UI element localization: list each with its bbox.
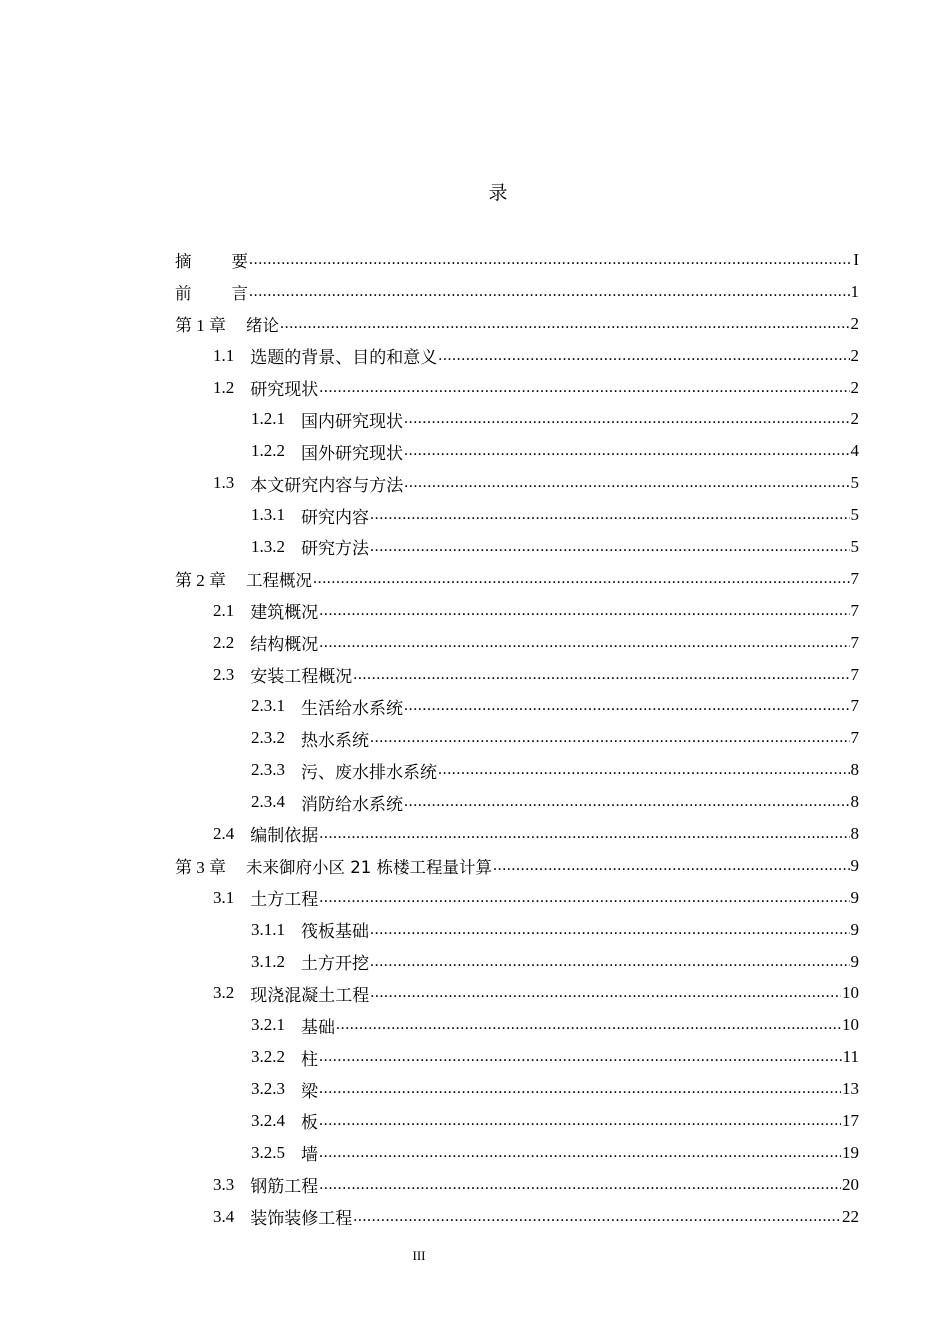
toc-entry[interactable] [175, 914, 859, 946]
toc-entry-page: 8 [850, 760, 859, 780]
toc-entry-page: 7 [850, 632, 859, 652]
toc-entry-number: 3.2.2 [251, 1047, 285, 1067]
toc-entry-title: 编制依据 [250, 826, 319, 846]
toc-entry-page: 5 [850, 505, 859, 525]
toc-dot-leader [319, 825, 849, 843]
toc-entry-number: 3.3 [213, 1174, 235, 1194]
toc-dot-leader [319, 1176, 841, 1194]
toc-entry-title: 研究现状 [250, 380, 319, 399]
toc-entry[interactable] [175, 244, 859, 276]
toc-entry[interactable] [175, 276, 859, 308]
toc-entry-page: 17 [842, 1110, 859, 1130]
toc-dot-leader [249, 251, 852, 269]
toc-entry-title: 结构概况 [250, 635, 319, 655]
toc-dot-leader [438, 347, 849, 365]
toc-entry-page: 13 [842, 1079, 859, 1099]
toc-entry-page: 7 [850, 664, 859, 684]
toc-entry-title: 安装工程概况 [250, 667, 353, 687]
toc-dot-leader [404, 410, 850, 428]
toc-entry-page: 1 [850, 281, 859, 301]
toc-dot-leader [319, 1080, 841, 1098]
toc-entry-number: 第 1 章 [175, 316, 226, 336]
toc-entry-number: 1.3.2 [251, 536, 285, 556]
toc-entry-page: 22 [842, 1206, 859, 1226]
toc-entry-number: 第 3 章 [175, 858, 226, 878]
toc-entry-title: 基础 [301, 1017, 335, 1037]
toc-entry-page: 7 [850, 696, 859, 716]
toc-entry-page: 11 [842, 1047, 859, 1067]
toc-entry-title: 筏板基础 [301, 922, 369, 942]
toc-entry[interactable] [175, 1137, 859, 1169]
toc-entry-page: 7 [850, 600, 859, 620]
toc-entry-title: 摘要 [175, 251, 288, 271]
toc-entry-page: 2 [850, 377, 859, 397]
toc-entry[interactable] [175, 1073, 859, 1105]
toc-entry-page: 19 [842, 1142, 859, 1162]
toc-entry-number: 1.3 [213, 473, 235, 493]
toc-entry-page: 4 [850, 441, 859, 461]
toc-entry-page: 2 [850, 345, 859, 365]
toc-dot-leader [404, 474, 849, 492]
toc-entry-number: 2.3.1 [251, 696, 285, 716]
toc-entry[interactable] [175, 786, 859, 818]
toc-entry-number: 3.1.1 [251, 919, 285, 939]
toc-entry-page: 8 [850, 792, 859, 812]
toc-entry-number: 1.2 [213, 377, 235, 397]
toc-entry-number: 1.1 [213, 345, 235, 365]
footer-page-number: III [412, 1248, 426, 1263]
toc-entry-page: 2 [850, 313, 859, 333]
toc-entry-number: 2.4 [213, 823, 235, 843]
toc-entry-title: 前言 [175, 283, 288, 303]
toc-entry[interactable] [175, 818, 859, 850]
toc-entry-title: 墙 [301, 1145, 318, 1165]
toc-dot-leader [319, 1048, 842, 1066]
page-title: 录 [488, 183, 508, 204]
toc-entry[interactable] [175, 754, 859, 786]
toc-entry-number: 3.2 [213, 983, 235, 1003]
toc-entry-number: 1.2.2 [251, 441, 285, 461]
toc-entry-title: 国内研究现状 [301, 411, 403, 431]
toc-entry-title: 生活给水系统 [301, 698, 403, 718]
toc-entry-title: 污、废水排水系统 [301, 762, 437, 782]
toc-entry-title: 工程概况 [246, 570, 312, 590]
toc-entry[interactable] [175, 499, 859, 531]
toc-dot-leader [249, 283, 850, 301]
toc-dot-leader [370, 506, 850, 524]
toc-entry[interactable] [175, 1169, 859, 1201]
toc-entry-title: 建筑概况 [250, 603, 319, 623]
toc-entry-title: 柱 [301, 1049, 318, 1069]
toc-entry-number: 3.1.2 [251, 951, 285, 971]
toc-entry-number: 2.3.3 [251, 760, 285, 780]
toc-dot-leader [370, 729, 850, 747]
toc-entry-title: 板 [301, 1113, 318, 1133]
toc-entry-number: 2.1 [213, 600, 235, 620]
toc-dot-leader [319, 634, 849, 652]
toc-entry-title: 本文研究内容与方法 [250, 475, 404, 495]
toc-entry[interactable] [175, 1105, 859, 1137]
toc-entry[interactable] [175, 690, 859, 722]
toc-entry-page: 9 [850, 887, 859, 907]
toc-entry-title: 梁 [301, 1081, 318, 1101]
toc-entry-title: 消防给水系统 [301, 794, 403, 814]
toc-entry[interactable] [175, 308, 859, 340]
toc-dot-leader [319, 1112, 841, 1130]
toc-entry[interactable] [175, 435, 859, 467]
toc-entry[interactable] [175, 659, 859, 691]
toc-entry-page: 2 [850, 409, 859, 429]
toc-entry-page: 7 [850, 728, 859, 748]
toc-entry-page: 8 [850, 823, 859, 843]
toc-entry-number: 1.2.1 [251, 409, 285, 429]
toc-entry-page: 10 [842, 983, 859, 1003]
toc-entry-title: 研究内容 [301, 507, 369, 527]
toc-dot-leader [493, 857, 850, 875]
toc-entry-page: I [853, 249, 859, 269]
toc-entry-title: 国外研究现状 [301, 443, 403, 463]
toc-dot-leader [370, 921, 850, 939]
toc-dot-leader [319, 1144, 841, 1162]
toc-dot-leader [319, 889, 849, 907]
toc-entry-title: 钢筋工程 [250, 1177, 319, 1197]
toc-entry[interactable] [175, 722, 859, 754]
toc-entry-number: 3.2.3 [251, 1079, 285, 1099]
toc-entry-title: 选题的背景、目的和意义 [250, 348, 438, 368]
toc-entry-title: 现浇混凝土工程 [250, 985, 370, 1005]
toc-dot-leader [313, 570, 850, 588]
toc-entry-title: 土方工程 [250, 890, 319, 910]
toc-dot-leader [336, 1016, 841, 1034]
toc-entry-title: 土方开挖 [301, 954, 369, 974]
toc-entry[interactable] [175, 627, 859, 659]
toc-entry[interactable] [175, 1201, 859, 1233]
toc-entry[interactable] [175, 531, 859, 563]
toc-entry-page: 9 [850, 951, 859, 971]
toc-entry-number: 2.3.2 [251, 728, 285, 748]
toc-dot-leader [319, 602, 849, 620]
toc-entry[interactable] [175, 403, 859, 435]
toc-dot-leader [319, 379, 849, 397]
toc-entry-page: 10 [842, 1015, 859, 1035]
toc-entry-title: 装饰装修工程 [250, 1209, 353, 1229]
toc-entry-title: 研究方法 [301, 539, 369, 559]
toc-entry-number: 第 2 章 [175, 571, 226, 591]
toc-dot-leader [370, 538, 850, 556]
toc-entry[interactable] [175, 595, 859, 627]
toc-entry-title: 未来御府小区 21 栋楼工程量计算 [246, 857, 492, 877]
toc-entry-page: 20 [842, 1174, 859, 1194]
toc-dot-leader [280, 315, 850, 333]
toc-dot-leader [404, 442, 850, 460]
toc-dot-leader [404, 793, 850, 811]
toc-entry[interactable] [175, 977, 859, 1009]
toc-entry-number: 3.2.5 [251, 1142, 285, 1162]
toc-entry[interactable] [175, 1041, 859, 1073]
toc-entry-number: 3.1 [213, 887, 235, 907]
toc-entry-number: 1.3.1 [251, 505, 285, 525]
toc-entry[interactable] [175, 372, 859, 404]
toc-dot-leader [370, 984, 841, 1002]
toc-entry-number: 2.2 [213, 632, 235, 652]
toc-entry[interactable] [175, 340, 859, 372]
toc-entry-title: 绪论 [246, 315, 279, 335]
toc-dot-leader [353, 666, 849, 684]
toc-entry[interactable] [175, 946, 859, 978]
toc-entry-page: 9 [850, 919, 859, 939]
toc-entry-number: 3.4 [213, 1206, 235, 1226]
toc-entry[interactable] [175, 563, 859, 595]
toc-dot-leader [353, 1208, 841, 1226]
toc-dot-leader [438, 761, 850, 779]
toc-entry-page: 9 [850, 855, 859, 875]
toc-entry-number: 3.2.4 [251, 1110, 285, 1130]
toc-entry-number: 2.3 [213, 664, 235, 684]
toc-entry-number: 3.2.1 [251, 1015, 285, 1035]
toc-entry[interactable] [175, 1009, 859, 1041]
table-of-contents [175, 244, 859, 1233]
toc-entry-number: 2.3.4 [251, 792, 285, 812]
toc-entry-page: 7 [850, 568, 859, 588]
toc-entry-page: 5 [850, 473, 859, 493]
toc-entry-title: 热水系统 [301, 730, 369, 750]
toc-entry[interactable] [175, 850, 859, 882]
toc-entry[interactable] [175, 882, 859, 914]
toc-dot-leader [404, 697, 850, 715]
toc-entry-page: 5 [850, 536, 859, 556]
toc-dot-leader [370, 953, 850, 971]
toc-entry[interactable] [175, 467, 859, 499]
